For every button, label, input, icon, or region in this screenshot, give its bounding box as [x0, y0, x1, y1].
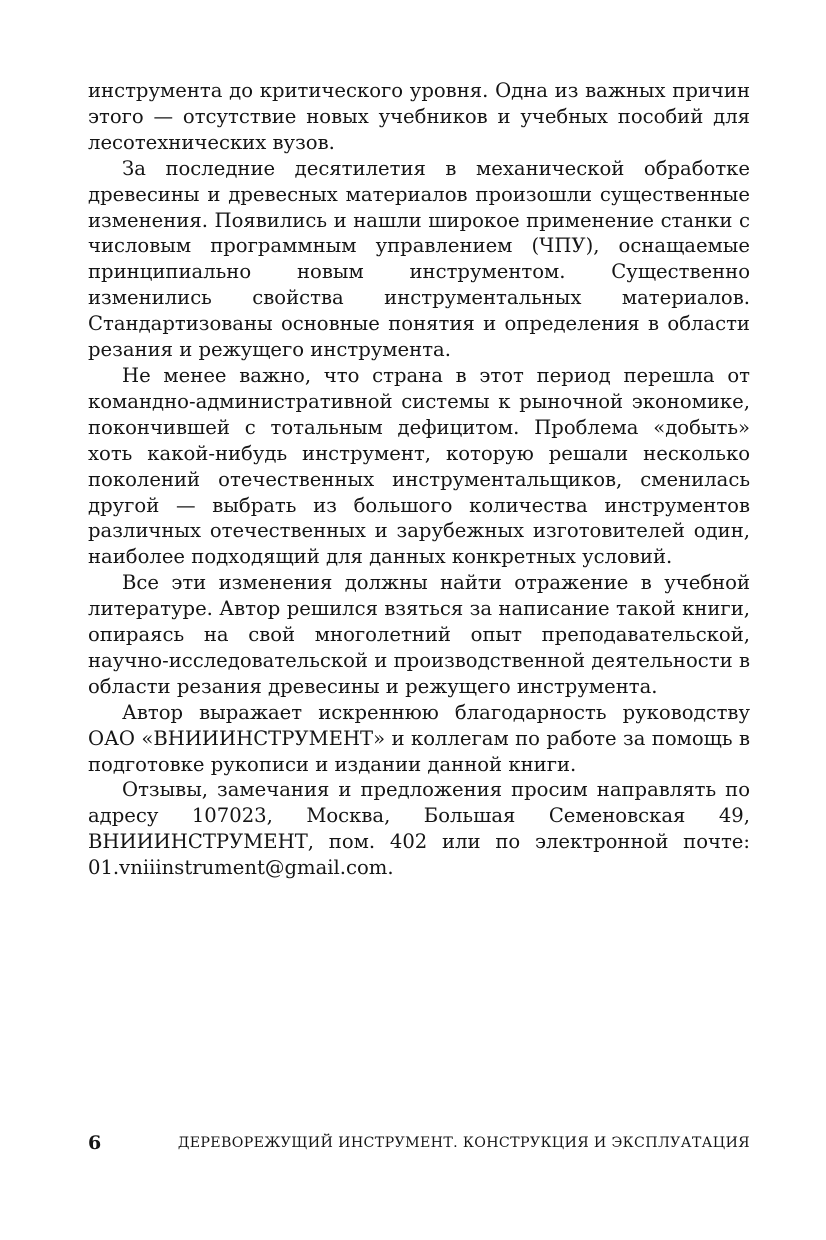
paragraph-author-motivation: Все эти изменения должны найти отражение в учебной литературе. Автор решился взяться за написание такой книги, опираясь на свой многолетний опыт преподавательской, научно-исследовательской и производственной деятельности в области резания древесины и режущего инструмента. [88, 571, 750, 698]
page-number: 6 [88, 1132, 102, 1154]
paragraph-continuation: инструмента до критического уровня. Одна из важных причин этого — отсутствие новых учебников и учебных пособий для лесотехнических вузов. [88, 79, 750, 154]
page-footer [88, 1132, 750, 1158]
paragraph-feedback-address: Отзывы, замечания и предложения просим направлять по адресу 107023, Москва, Большая Семеновская 49, ВНИИИНСТРУМЕНТ, пом. 402 или по электронной почте: 01.vniiinstrument@gmail.com. [88, 778, 750, 880]
paragraph-acknowledgements: Автор выражает искреннюю благодарность руководству ОАО «ВНИИИНСТРУМЕНТ» и коллегам по работе за помощь в подготовке рукописи и издании данной книги. [88, 700, 750, 776]
paragraph-changes-in-woodworking: За последние десятилетия в механической обработке древесины и древесных материалов произошли существенные изменения. Появились и нашли широкое применение станки с числовым программным управлением (ЧПУ), оснащаемые принципиально новым инструментом. Существенно изменились свойства инструментальных материалов. Стандартизованы основные понятия и определения в области резания и режущего инструмента. [88, 156, 750, 362]
body-text [88, 78, 750, 881]
paragraph-market-economy: Не менее важно, что страна в этот период перешла от командно-административной системы к рыночной экономике, покончившей с тотальным дефицитом. Проблема «добыть» хоть какой-нибудь инструмент, которую решали несколько поколений отечественных инструментальщиков, сменилась другой — выбрать из большого количества инструментов различных отечественных и зарубежных изготовителей один, наиболее подходящий для данных конкретных условий. [88, 363, 750, 569]
running-title: ДЕРЕВОРЕЖУЩИЙ ИНСТРУМЕНТ. КОНСТРУКЦИЯ И ЭКСПЛУАТАЦИЯ [177, 1135, 750, 1151]
